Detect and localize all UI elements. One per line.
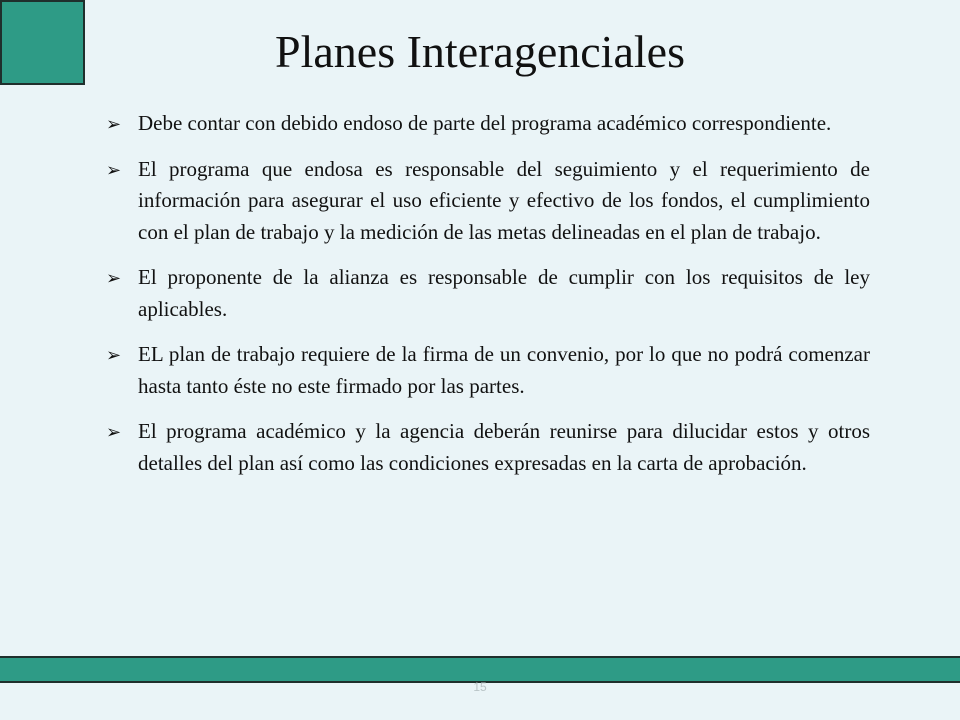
- page-number: 15: [473, 680, 487, 694]
- bullet-text: Debe contar con debido endoso de parte del programa académico correspondiente.: [138, 111, 832, 135]
- bullet-text: El programa académico y la agencia deberán reunirse para dilucidar estos y otros detalles del plan así como las condiciones expresadas en la carta de aprobación.: [138, 419, 870, 475]
- arrow-bullet-icon: ➢: [106, 268, 122, 288]
- arrow-bullet-icon: ➢: [106, 114, 122, 134]
- bullet-item: [104, 108, 870, 140]
- bullet-text: El programa que endosa es responsable del seguimiento y el requerimiento de información para asegurar el uso eficiente y efectivo de los fondos, el cumplimiento con el plan de trabajo y la medición de las metas delineadas en el plan de trabajo.: [138, 156, 870, 244]
- arrow-bullet-icon: ➢: [106, 422, 122, 442]
- slide-title: Planes Interagenciales: [275, 26, 685, 77]
- bullet-item: [104, 154, 870, 249]
- bullet-item: [104, 416, 870, 479]
- bullet-item: [104, 262, 870, 325]
- footer-band: [0, 656, 960, 683]
- bullet-text: EL plan de trabajo requiere de la firma de un convenio, por lo que no podrá comenzar hasta tanto éste no este firmado por las partes.: [138, 342, 870, 398]
- bullet-list: [104, 108, 870, 493]
- arrow-bullet-icon: ➢: [106, 159, 122, 180]
- arrow-bullet-icon: ➢: [106, 345, 122, 365]
- bullet-text: El proponente de la alianza es responsable de cumplir con los requisitos de ley aplicables.: [138, 265, 870, 321]
- bullet-item: [104, 339, 870, 402]
